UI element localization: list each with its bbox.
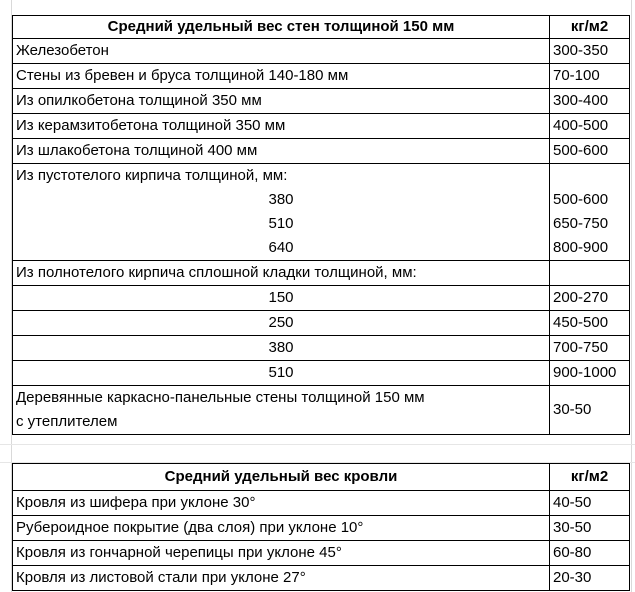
- table-row: [13, 311, 630, 336]
- frame-panel-line1: Деревянные каркасно-панельные стены толщиной 150 мм: [16, 389, 425, 406]
- row-label: Из опилкобетона толщиной 350 мм: [13, 89, 550, 114]
- row-value: 900-1000: [550, 361, 630, 386]
- table-row: [13, 114, 630, 139]
- frame-panel-label: [13, 386, 550, 435]
- row-value: 30-50: [550, 386, 630, 435]
- row-label: Кровля из листовой стали при уклоне 27°: [13, 566, 550, 591]
- walls-unit-header: кг/м2: [550, 16, 630, 39]
- table-row: [13, 64, 630, 89]
- row-label: Железобетон: [13, 39, 550, 64]
- table-row: [13, 164, 630, 189]
- row-value: 40-50: [550, 491, 630, 516]
- table-row: [13, 212, 630, 236]
- hollow-brick-thickness: 640: [13, 236, 550, 261]
- row-value: 400-500: [550, 114, 630, 139]
- walls-header: Средний удельный вес стен толщиной 150 мм: [13, 16, 550, 39]
- row-value-empty: [550, 164, 630, 189]
- table-row: [13, 566, 630, 591]
- row-value: 30-50: [550, 516, 630, 541]
- table-row: [13, 261, 630, 286]
- sheet-gridline: [0, 444, 635, 445]
- solid-brick-thickness: 510: [13, 361, 550, 386]
- table-row: [13, 188, 630, 212]
- hollow-brick-thickness: 510: [13, 212, 550, 236]
- row-value-empty: [550, 261, 630, 286]
- table-row: [13, 139, 630, 164]
- solid-brick-thickness: 150: [13, 286, 550, 311]
- row-value: 800-900: [550, 236, 630, 261]
- table-row: [13, 361, 630, 386]
- row-label: Кровля из гончарной черепицы при уклоне 45°: [13, 541, 550, 566]
- row-value: 60-80: [550, 541, 630, 566]
- solid-brick-thickness: 250: [13, 311, 550, 336]
- row-value: 500-600: [550, 139, 630, 164]
- table-row: [13, 541, 630, 566]
- solid-brick-label: Из полнотелого кирпича сплошной кладки толщиной, мм:: [13, 261, 550, 286]
- row-value: 650-750: [550, 212, 630, 236]
- row-value: 70-100: [550, 64, 630, 89]
- row-value: 300-350: [550, 39, 630, 64]
- table-row: [13, 39, 630, 64]
- solid-brick-thickness: 380: [13, 336, 550, 361]
- row-label: Стены из бревен и бруса толщиной 140-180 мм: [13, 64, 550, 89]
- row-value: 200-270: [550, 286, 630, 311]
- hollow-brick-thickness: 380: [13, 188, 550, 212]
- sheet-gridline: [631, 0, 632, 592]
- table-row: [13, 386, 630, 435]
- roof-weight-table: [12, 463, 630, 591]
- walls-weight-table: [12, 15, 630, 435]
- hollow-brick-label: Из пустотелого кирпича толщиной, мм:: [13, 164, 550, 189]
- row-value: 500-600: [550, 188, 630, 212]
- table-row: [13, 286, 630, 311]
- row-value: 20-30: [550, 566, 630, 591]
- row-value: 700-750: [550, 336, 630, 361]
- roof-unit-header: кг/м2: [550, 464, 630, 491]
- table-row: [13, 336, 630, 361]
- table-row: [13, 236, 630, 261]
- row-label: Из шлакобетона толщиной 400 мм: [13, 139, 550, 164]
- frame-panel-line2: с утеплителем: [16, 413, 118, 430]
- walls-header-row: [13, 16, 630, 39]
- table-row: [13, 89, 630, 114]
- table-row: [13, 491, 630, 516]
- table-row: [13, 516, 630, 541]
- roof-header: Средний удельный вес кровли: [13, 464, 550, 491]
- row-label: Рубероидное покрытие (два слоя) при уклоне 10°: [13, 516, 550, 541]
- row-label: Кровля из шифера при уклоне 30°: [13, 491, 550, 516]
- row-value: 450-500: [550, 311, 630, 336]
- row-label: Из керамзитобетона толщиной 350 мм: [13, 114, 550, 139]
- row-value: 300-400: [550, 89, 630, 114]
- roof-header-row: [13, 464, 630, 491]
